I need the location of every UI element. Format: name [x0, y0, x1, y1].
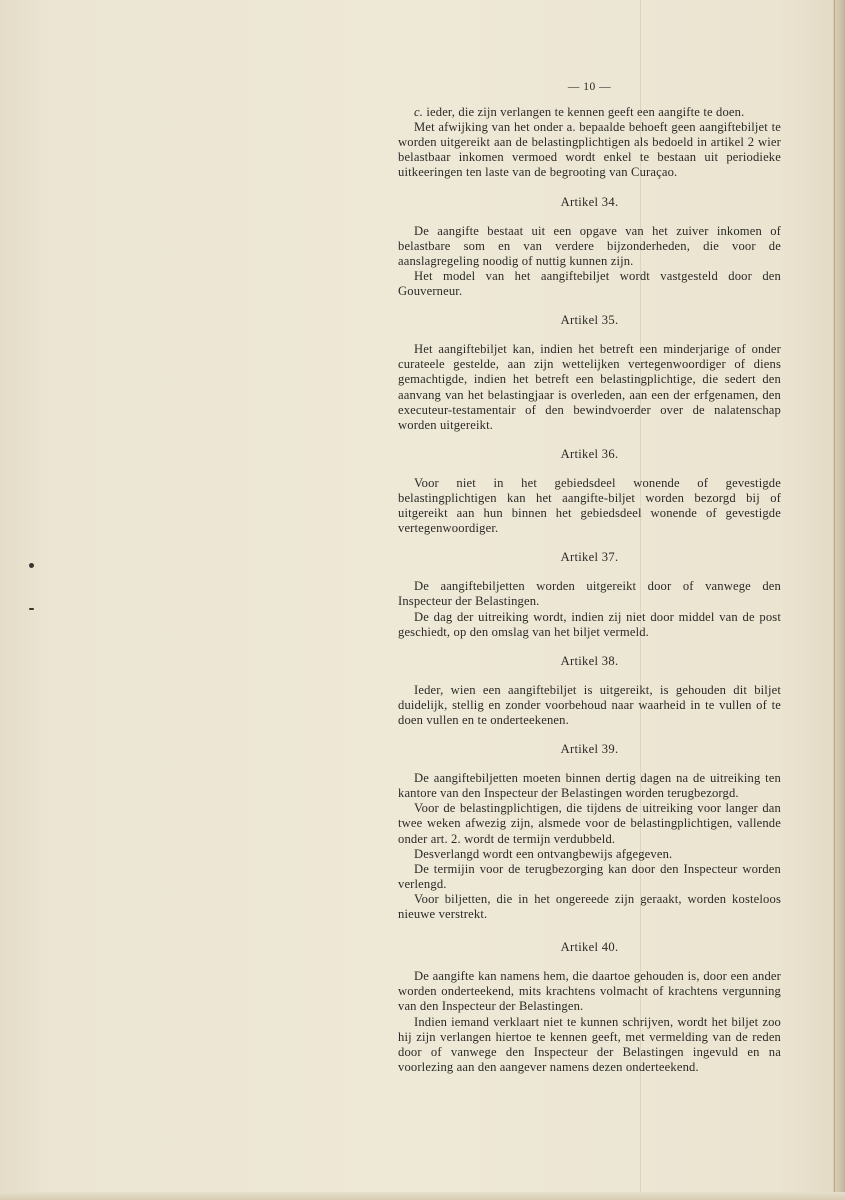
- article-paragraph: Het aangiftebiljet kan, indien het betreft een minderjarige of onder curateele gestelde, aan zijn wettelijken vertegenwoordiger of diens gemachtigde, indien het betreft een belastingplichtige, die sedert den aanvang van het belastingjaar is overleden, aan een der erfgenamen, den executeur-testamentair of den bewindvoerder over de nalatenschap worden uitgereikt.: [398, 342, 781, 432]
- article-paragraph: De dag der uitreiking wordt, indien zij niet door middel van de post geschiedt, op den omslag van het biljet vermeld.: [398, 609, 781, 639]
- article-paragraph: De aangifte bestaat uit een opgave van het zuiver inkomen of belastbare som en van verdere bijzonderheden, die voor de aanslagregeling noodig of nuttig kunnen zijn.: [398, 223, 781, 268]
- article-heading: Artikel 38.: [560, 653, 619, 668]
- clause-c-label: c.: [414, 105, 424, 120]
- article-paragraph: De aangifte kan namens hem, die daartoe gehouden is, door een ander worden onderteekend, mits krachtens volmacht of krachtens vergunning van den Inspecteur der Belastingen.: [398, 969, 781, 1014]
- article-paragraph: Indien iemand verklaart niet te kunnen schrijven, wordt het biljet zoo hij zijn verlangen hiertoe te kennen geeft, met vermelding van de reden door of vanwege den Inspecteur der Belastingen ingevuld en na voorlezing aan den aangever namens dezen onderteekend.: [398, 1014, 781, 1074]
- article-body: [398, 969, 781, 1075]
- article-body: [398, 342, 781, 433]
- article-paragraph: Voor niet in het gebiedsdeel wonende of gevestigde belastingplichtigen kan het aangifte-biljet worden bezorgd bij of uitgereikt aan hun binnen het gebiedsdeel wonende of gevestigde vertegenwoordiger.: [398, 475, 781, 536]
- punch-hole-mark: [29, 563, 34, 568]
- article-heading: Artikel 37.: [560, 550, 619, 565]
- article-body: [398, 476, 781, 536]
- article-paragraph: Voor de belastingplichtigen, die tijdens de uitreiking voor langer dan twee weken afwezig zijn, alsmede voor de belastingplichtigen, vallende onder art. 2. wordt de termijn verdubbeld.: [398, 801, 781, 846]
- punch-hole-mark: [29, 608, 34, 610]
- page-edge-line: [834, 0, 835, 1200]
- page-right-edge: [833, 0, 845, 1200]
- article-paragraph: Ieder, wien een aangiftebiljet is uitgereikt, is gehouden dit biljet duidelijk, stellig en zonder voorbehoud naar waarheid in te vullen of te doen vullen en te onderteekenen.: [398, 682, 781, 727]
- article-heading: Artikel 40.: [560, 940, 619, 955]
- article-heading: Artikel 35.: [560, 313, 619, 328]
- clause-c: [398, 105, 781, 120]
- page-number: — 10 —: [567, 81, 612, 93]
- article-heading: Artikel 36.: [560, 446, 619, 461]
- article-paragraph: Voor biljetten, die in het ongereede zijn geraakt, worden kosteloos nieuwe verstrekt.: [398, 891, 781, 922]
- article-paragraph: De aangiftebiljetten worden uitgereikt door of vanwege den Inspecteur der Belastingen.: [398, 579, 781, 609]
- article-paragraph: Desverlangd wordt een ontvangbewijs afgegeven.: [414, 846, 673, 861]
- article-heading: Artikel 34.: [560, 194, 619, 209]
- article-paragraph: Het model van het aangiftebiljet wordt vastgesteld door den Gouverneur.: [398, 268, 781, 299]
- page-bottom-edge: [0, 1192, 845, 1200]
- clause-c-text: ieder, die zijn verlangen te kennen geeft een aangifte te doen.: [426, 105, 745, 120]
- article-body: [398, 771, 781, 922]
- article-body: [398, 224, 781, 299]
- article-body: [398, 579, 781, 639]
- text-column: [398, 80, 781, 1075]
- intro-paragraph: Met afwijking van het onder a. bepaalde behoeft geen aangiftebiljet te worden uitgereikt aan de belastingplichtigen als bedoeld in artikel 2 wier belastbaar inkomen vermoed wordt enkel te bestaan uit periodieke uitkeeringen ten laste van de begrooting van Curaçao.: [398, 120, 781, 180]
- article-paragraph: De aangiftebiljetten moeten binnen dertig dagen na de uitreiking ten kantore van den Inspecteur der Belastingen worden terugbezorgd.: [398, 771, 781, 801]
- article-heading: Artikel 39.: [560, 742, 619, 757]
- article-body: [398, 683, 781, 728]
- article-paragraph: De termijin voor de terugbezorging kan door den Inspecteur worden verlengd.: [398, 861, 781, 891]
